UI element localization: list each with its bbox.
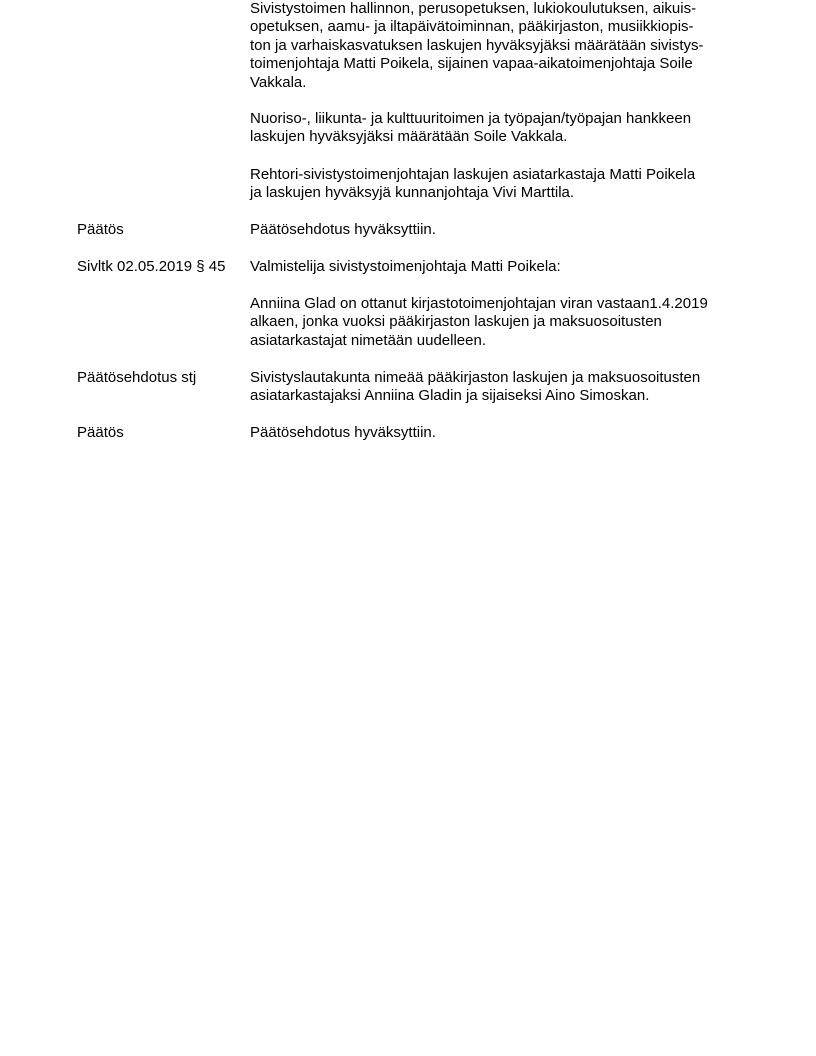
meeting-reference-label: Sivltk 02.05.2019 § 45 (77, 258, 226, 275)
decision-text-1: Päätösehdotus hyväksyttiin. (250, 221, 436, 238)
background-paragraph: Anniina Glad on ottanut kirjastotoimenjohtajan viran vastaan1.4.2019 alkaen, jonka vuoksi pääkirjaston laskujen ja maksuosoitusten asiatarkastajat nimetään uudelleen. (250, 295, 708, 349)
proposal-label: Päätösehdotus stj (77, 369, 197, 386)
preparer-line: Valmistelija sivistystoimenjohtaja Matti Poikela: (250, 258, 561, 275)
continuation-paragraph-1: Sivistystoimen hallinnon, perusopetuksen, lukiokoulutuksen, aikuis- opetuksen, aamu- ja iltapäivätoiminnan, pääkirjaston, musiikkiopis- ton ja varhaiskasvatuksen laskujen hyväksyjäksi määrätään sivistys- toimenjohtaja Matti Poikela, sijainen vapaa-aikatoimenjohtaja Soile Vakkala. (250, 0, 704, 91)
decision-text-2: Päätösehdotus hyväksyttiin. (250, 424, 436, 441)
continuation-paragraph-3: Rehtori-sivistystoimenjohtajan laskujen asiatarkastaja Matti Poikela ja laskujen hyväksyjä kunnanjohtaja Vivi Marttila. (250, 166, 696, 202)
continuation-paragraph-2: Nuoriso-, liikunta- ja kulttuuritoimen ja työpajan/työpajan hankkeen laskujen hyväksyjäksi määrätään Soile Vakkala. (250, 110, 692, 146)
proposal-text: Sivistyslautakunta nimeää pääkirjaston laskujen ja maksuosoitusten asiatarkastajaksi Anniina Gladin ja sijaiseksi Aino Simoskan. (250, 369, 701, 405)
decision-label-2: Päätös (77, 424, 124, 441)
decision-label-1: Päätös (77, 221, 124, 238)
